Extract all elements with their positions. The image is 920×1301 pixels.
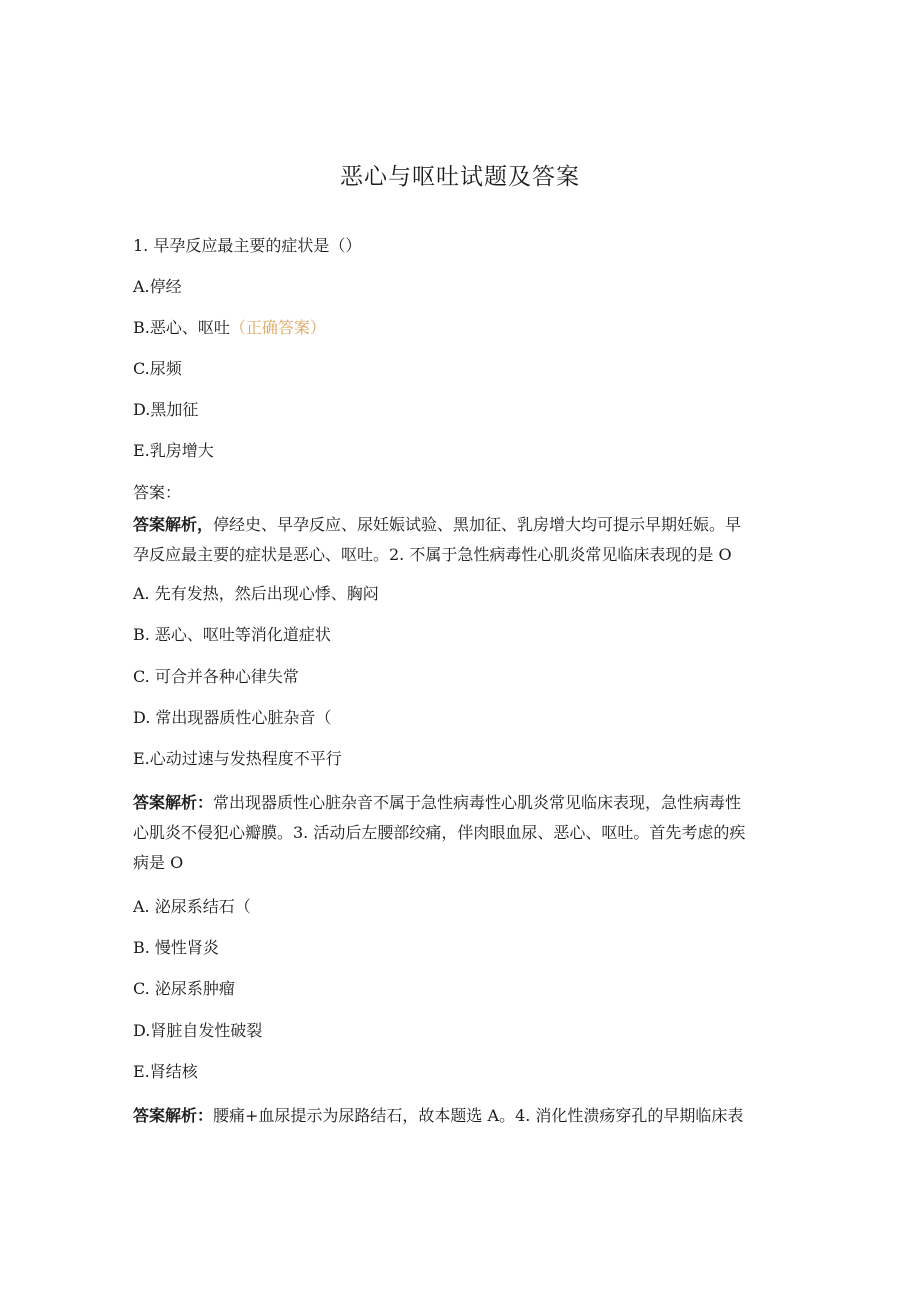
question-2-option-d: D. 常出现器质性心脏杂音（ (133, 708, 332, 727)
analysis-label: 答案解析： (133, 1106, 214, 1125)
question-1-analysis (133, 510, 783, 570)
question-3-analysis (133, 1101, 783, 1131)
analysis-row: 心肌炎不侵犯心瓣膜。3. 活动后左腰部绞痛，伴肉眼血尿、恶心、呕吐。首先考虑的疾 (133, 823, 746, 842)
analysis-row (133, 1101, 783, 1131)
analysis-row (133, 788, 783, 818)
analysis-text: 停经史、早孕反应、尿妊娠试验、黑加征、乳房增大均可提示早期妊娠。早 (213, 515, 742, 534)
question-3-option-d: D.肾脏自发性破裂 (133, 1021, 263, 1040)
analysis-label: 答案解析： (133, 793, 214, 812)
question-1-option-b (133, 317, 326, 339)
analysis-row: 病是 O (133, 853, 184, 872)
analysis-row: 孕反应最主要的症状是恶心、呕吐。2. 不属于急性病毒性心肌炎常见临床表现的是 O (133, 545, 732, 564)
correct-answer-mark: （正确答案） (229, 318, 326, 337)
question-1-answer-label: 答案： (133, 483, 182, 502)
question-2-option-e: E.心动过速与发热程度不平行 (133, 749, 342, 768)
question-3-option-c: C. 泌尿系肿瘤 (133, 979, 235, 998)
question-1-option-d: D.黑加征 (133, 400, 199, 419)
question-1-option-b-text: B.恶心、呕吐 (133, 318, 230, 337)
question-2-option-c: C. 可合并各种心律失常 (133, 667, 299, 686)
analysis-label: 答案解析， (133, 515, 214, 534)
question-3-option-b: B. 慢性肾炎 (133, 938, 219, 957)
question-2-option-a: A. 先有发热，然后出现心悸、胸闷 (133, 584, 379, 603)
analysis-row (133, 510, 783, 540)
analysis-text: 常出现器质性心脏杂音不属于急性病毒性心肌炎常见临床表现，急性病毒性 (213, 793, 742, 812)
question-1-stem: 1. 早孕反应最主要的症状是（） (133, 236, 362, 255)
question-3-option-a: A. 泌尿系结石（ (133, 897, 251, 916)
question-1-option-a: A.停经 (133, 277, 182, 296)
page-title: 恶心与呕吐试题及答案 (340, 164, 580, 190)
analysis-text: 腰痛+血尿提示为尿路结石，故本题选 A。4. 消化性溃疡穿孔的早期临床表 (213, 1106, 744, 1125)
question-1-option-e: E.乳房增大 (133, 441, 214, 460)
question-1-option-c: C.尿频 (133, 359, 182, 378)
question-3-option-e: E.肾结核 (133, 1062, 198, 1081)
question-2-option-b: B. 恶心、呕吐等消化道症状 (133, 625, 331, 644)
question-2-analysis (133, 788, 783, 878)
